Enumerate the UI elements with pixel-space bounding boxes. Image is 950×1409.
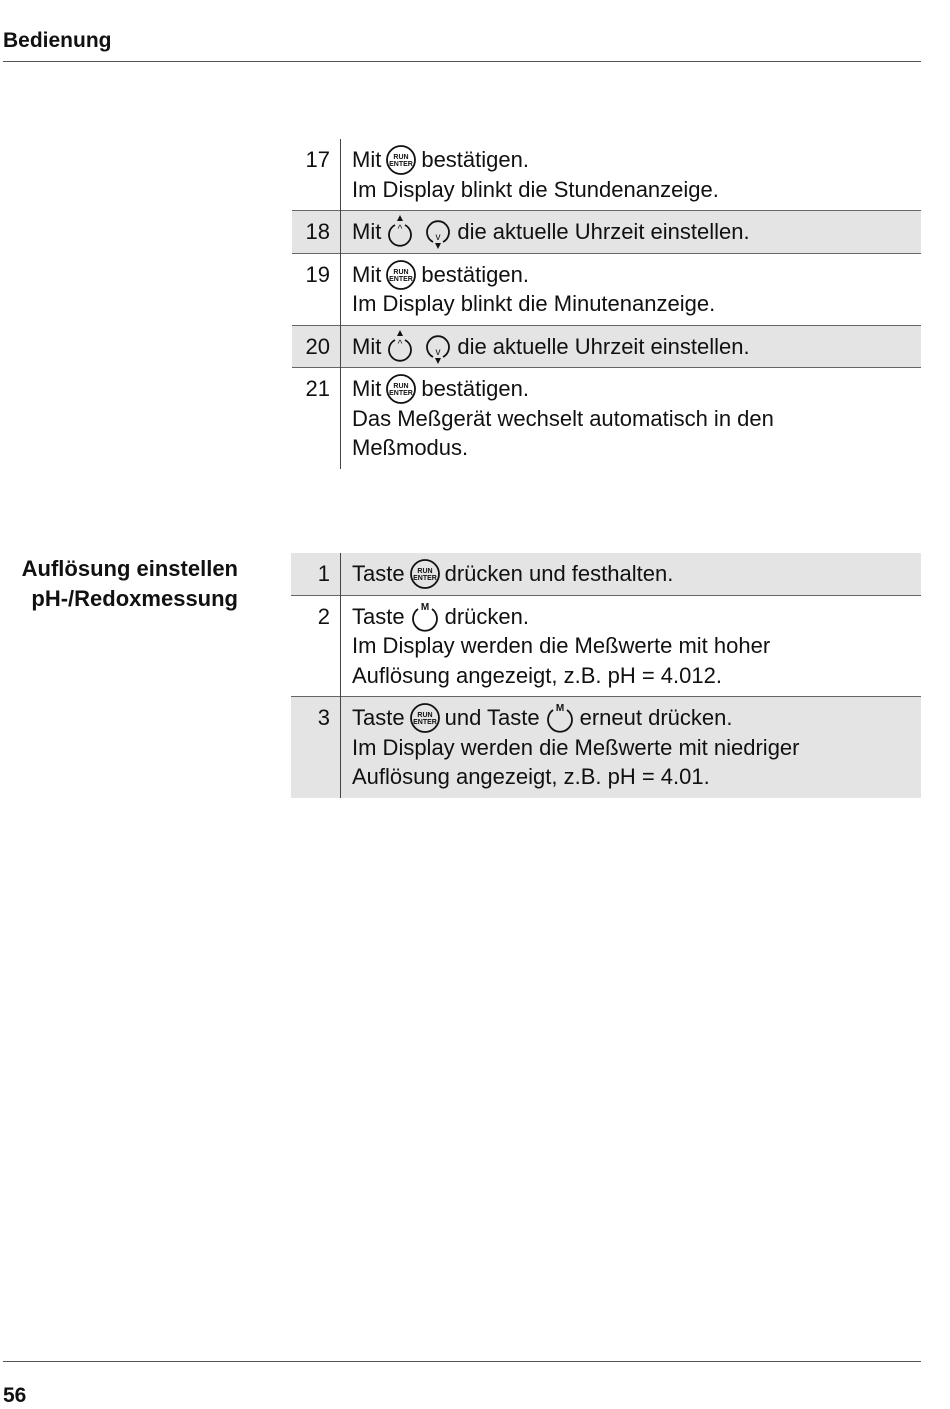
step-text-part: Mit: [352, 333, 382, 359]
step-text: [341, 368, 922, 469]
step-line: [352, 559, 921, 589]
step-number: 21: [292, 368, 341, 469]
running-header: Bedienung: [3, 29, 112, 52]
run-enter-key-icon: [409, 702, 441, 734]
svg-text:RUN: RUN: [393, 154, 409, 162]
step-text: [341, 697, 922, 798]
step-text-part: bestätigen.: [421, 376, 529, 401]
step-text: [341, 595, 922, 697]
steps-table-resolution: [291, 553, 921, 798]
step-text-part: Mit: [352, 147, 382, 172]
steps-table-clock: [292, 139, 921, 469]
section-heading-line: Auflösung einstellen: [21, 556, 238, 581]
run-enter-key-icon: [385, 373, 417, 405]
svg-text:v: v: [435, 346, 441, 358]
step-line: Im Display werden die Meßwerte mit hoher: [352, 633, 771, 658]
svg-text:RUN: RUN: [393, 268, 409, 276]
step-line: [352, 374, 921, 404]
svg-text:ENTER: ENTER: [412, 575, 437, 583]
step-text: [341, 211, 922, 254]
svg-text:M: M: [420, 601, 429, 613]
step-text-part: Taste: [352, 705, 405, 730]
table-row: [292, 253, 921, 325]
svg-text:ENTER: ENTER: [412, 719, 437, 727]
step-text: [341, 325, 922, 368]
run-enter-key-icon: [385, 144, 417, 176]
run-enter-key-icon: [409, 558, 441, 590]
step-text-part: und Taste: [444, 705, 540, 730]
step-number: 19: [292, 253, 341, 325]
step-line: Das Meßgerät wechselt automatisch in den: [352, 405, 774, 431]
svg-text:RUN: RUN: [417, 712, 433, 720]
footer-rule: [3, 1361, 921, 1362]
step-number: 18: [292, 211, 341, 254]
step-line: Meßmodus.: [352, 435, 469, 460]
table-row: [292, 139, 921, 211]
step-line: Im Display blinkt die Minutenanzeige.: [352, 291, 716, 316]
mode-key-icon: [409, 600, 441, 634]
run-enter-key-icon: [385, 259, 417, 291]
svg-text:RUN: RUN: [393, 383, 409, 391]
step-line: Im Display blinkt die Stundenanzeige.: [352, 176, 719, 202]
step-number: 20: [292, 325, 341, 368]
step-text-part: erneut drücken.: [579, 705, 733, 730]
step-text: [341, 139, 922, 211]
down-arrow-key-icon: [423, 215, 453, 249]
step-number: 2: [291, 595, 341, 697]
step-text-part: die aktuelle Uhrzeit einstellen.: [457, 333, 750, 359]
step-line: [352, 332, 921, 362]
step-number: 3: [291, 697, 341, 798]
svg-text:^: ^: [397, 338, 403, 350]
step-number: 1: [291, 553, 341, 595]
svg-text:ENTER: ENTER: [389, 161, 414, 169]
header-rule: [3, 61, 921, 62]
section-heading: [22, 554, 238, 614]
svg-text:RUN: RUN: [417, 568, 433, 576]
svg-text:^: ^: [397, 224, 403, 236]
step-text-part: Mit: [352, 219, 382, 244]
step-number: 17: [292, 139, 341, 211]
section-heading-line: pH-/Redoxmessung: [31, 586, 238, 611]
table-row: [292, 325, 921, 368]
svg-text:ENTER: ENTER: [389, 390, 414, 398]
step-line: [352, 602, 921, 632]
mode-key-icon: [544, 701, 576, 735]
step-text-part: Taste: [352, 561, 405, 586]
step-line: [352, 217, 921, 247]
table-row: [291, 595, 921, 697]
svg-text:v: v: [435, 232, 441, 244]
step-line: Im Display werden die Meßwerte mit niedriger: [352, 734, 800, 760]
step-text: [341, 553, 922, 595]
table-row: [292, 211, 921, 254]
table-row: [291, 697, 921, 798]
table-row: [292, 368, 921, 469]
step-text-part: drücken.: [444, 603, 529, 629]
step-text-part: bestätigen.: [421, 261, 529, 287]
step-text-part: Mit: [352, 376, 382, 401]
step-text-part: drücken und festhalten.: [444, 561, 674, 586]
step-text-part: Taste: [352, 603, 405, 629]
svg-text:M: M: [555, 703, 564, 715]
step-text: [341, 253, 922, 325]
svg-text:ENTER: ENTER: [389, 275, 414, 283]
step-text-part: die aktuelle Uhrzeit einstellen.: [457, 219, 750, 244]
step-line: [352, 145, 921, 175]
step-text-part: bestätigen.: [421, 147, 529, 172]
step-line: [352, 703, 921, 733]
step-line: [352, 260, 921, 290]
step-line: Auflösung angezeigt, z.B. pH = 4.01.: [352, 764, 710, 789]
step-line: Auflösung angezeigt, z.B. pH = 4.012.: [352, 662, 722, 688]
up-arrow-key-icon: [385, 215, 415, 249]
page-number: 56: [3, 1384, 27, 1407]
down-arrow-key-icon: [423, 330, 453, 364]
table-row: [291, 553, 921, 595]
step-text-part: Mit: [352, 261, 382, 287]
up-arrow-key-icon: [385, 330, 415, 364]
